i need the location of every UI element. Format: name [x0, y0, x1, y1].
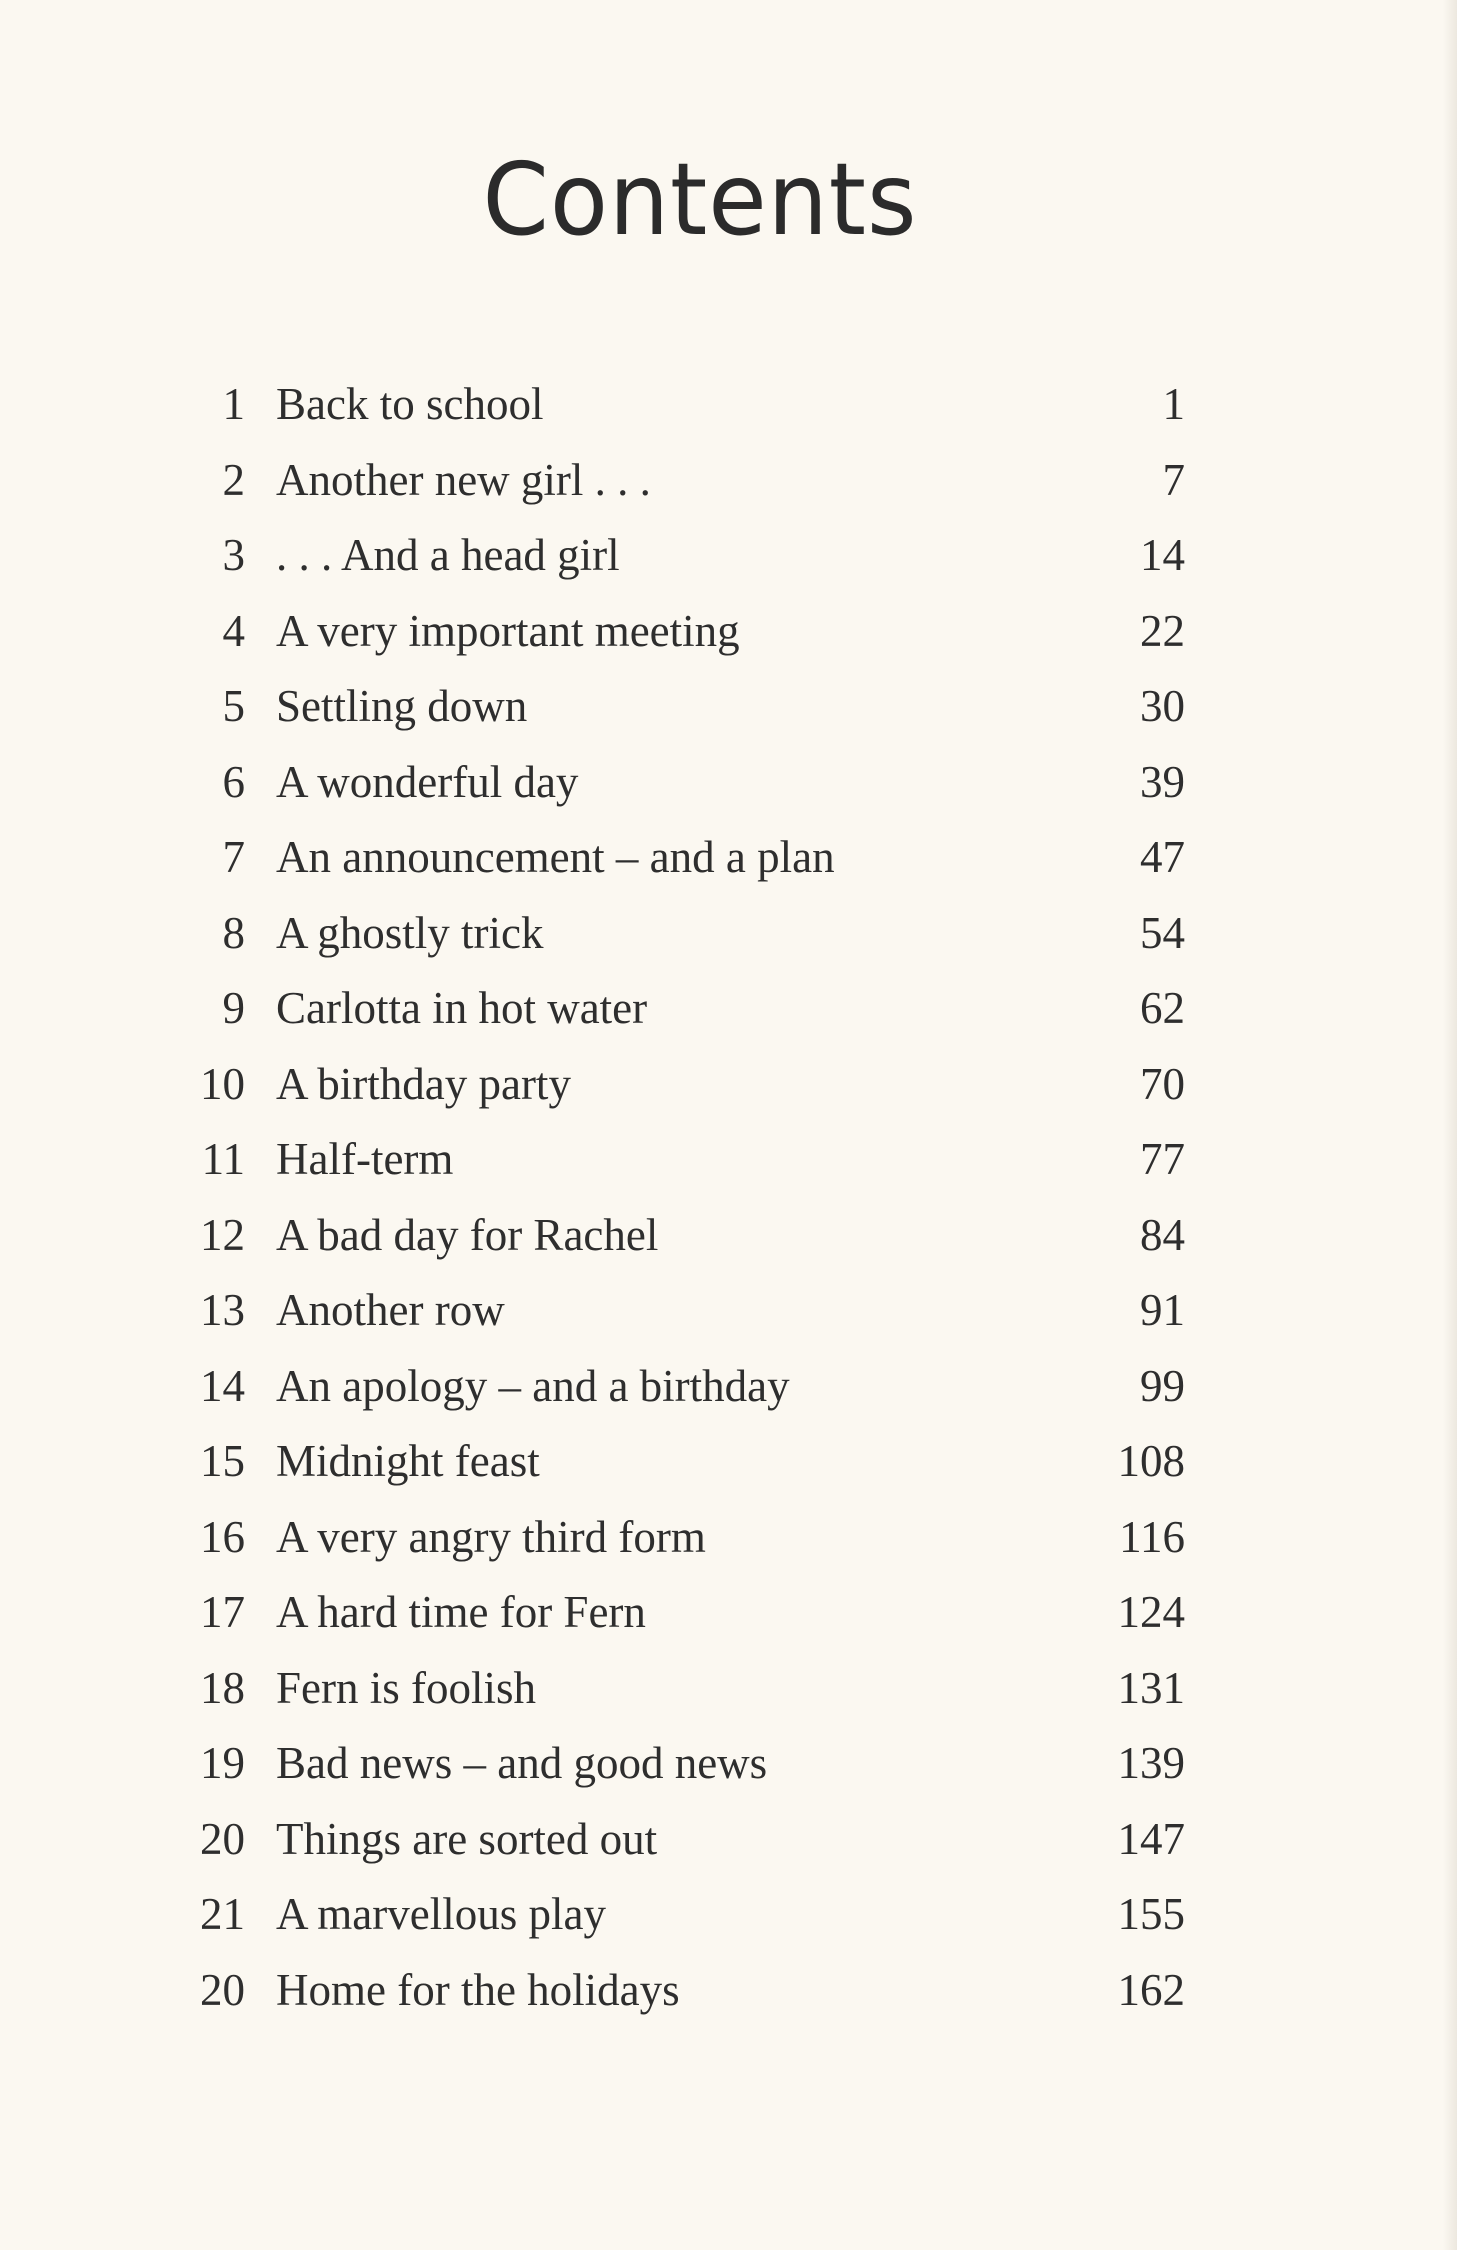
chapter-page-number: 124: [1117, 1587, 1185, 1637]
toc-entry: [0, 670, 1457, 746]
chapter-page-number: 155: [1117, 1889, 1185, 1939]
chapter-page-number: 162: [1117, 1964, 1185, 2015]
chapter-page-number: 84: [1140, 1209, 1185, 1260]
chapter-page-number: 39: [1140, 756, 1185, 807]
chapter-title: Half-term: [276, 1134, 454, 1184]
chapter-number: 11: [201, 1134, 245, 1184]
chapter-title: Another new girl . . .: [276, 454, 651, 505]
toc-entry: [0, 1350, 1457, 1426]
toc-entry: [0, 1954, 1457, 2030]
chapter-page-number: 108: [1117, 1436, 1185, 1486]
chapter-number: 18: [200, 1662, 245, 1713]
chapter-title: Midnight feast: [276, 1436, 540, 1486]
chapter-title: Another row: [276, 1285, 505, 1335]
toc-entry: [0, 1274, 1457, 1350]
toc-entry: [0, 519, 1457, 595]
toc-entry: [0, 1727, 1457, 1803]
chapter-number: 19: [200, 1738, 245, 1788]
chapter-title: A very angry third form: [276, 1511, 706, 1562]
chapter-page-number: 131: [1117, 1662, 1185, 1713]
toc-entry: [0, 897, 1457, 973]
page-title: Contents: [482, 141, 918, 258]
chapter-number: 1: [222, 379, 245, 429]
chapter-title: Carlotta in hot water: [276, 983, 648, 1033]
chapter-page-number: 139: [1117, 1738, 1185, 1788]
chapter-number: 3: [222, 530, 245, 580]
chapter-number: 14: [200, 1360, 245, 1411]
chapter-title: Home for the holidays: [276, 1964, 680, 2015]
table-of-contents: [0, 368, 1457, 2029]
toc-entry: [0, 746, 1457, 822]
chapter-page-number: 22: [1140, 605, 1185, 656]
chapter-page-number: 62: [1140, 983, 1185, 1033]
chapter-page-number: 54: [1140, 907, 1185, 958]
chapter-number: 10: [200, 1058, 245, 1109]
chapter-page-number: 14: [1140, 530, 1185, 580]
chapter-title: A marvellous play: [276, 1889, 606, 1939]
chapter-page-number: 47: [1140, 832, 1185, 882]
chapter-title: A bad day for Rachel: [276, 1209, 659, 1260]
toc-entry: [0, 821, 1457, 897]
toc-entry: [0, 368, 1457, 444]
chapter-number: 20: [200, 1813, 245, 1864]
chapter-number: 6: [222, 756, 245, 807]
chapter-page-number: 1: [1162, 379, 1185, 429]
chapter-page-number: 30: [1140, 681, 1185, 731]
toc-entry: [0, 1123, 1457, 1199]
chapter-title: Things are sorted out: [276, 1813, 658, 1864]
toc-entry: [0, 1652, 1457, 1728]
toc-entry: [0, 595, 1457, 671]
chapter-number: 21: [200, 1889, 245, 1939]
chapter-number: 9: [222, 983, 245, 1033]
chapter-number: 15: [200, 1436, 245, 1486]
toc-entry: [0, 1878, 1457, 1954]
toc-entry: [0, 444, 1457, 520]
chapter-page-number: 99: [1140, 1360, 1185, 1411]
chapter-page-number: 91: [1140, 1285, 1185, 1335]
chapter-number: 20: [200, 1964, 245, 2015]
toc-entry: [0, 972, 1457, 1048]
toc-entry: [0, 1501, 1457, 1577]
chapter-page-number: 77: [1140, 1134, 1185, 1184]
chapter-title: An announcement – and a plan: [276, 832, 835, 882]
chapter-title: A very important meeting: [276, 605, 740, 656]
chapter-title: An apology – and a birthday: [276, 1360, 790, 1411]
chapter-number: 17: [200, 1587, 245, 1637]
chapter-page-number: 116: [1119, 1511, 1185, 1562]
chapter-number: 8: [222, 907, 245, 958]
toc-entry: [0, 1199, 1457, 1275]
chapter-number: 5: [222, 681, 245, 731]
chapter-title: Bad news – and good news: [276, 1738, 768, 1788]
toc-entry: [0, 1425, 1457, 1501]
chapter-number: 13: [200, 1285, 245, 1335]
chapter-page-number: 7: [1162, 454, 1185, 505]
chapter-page-number: 147: [1117, 1813, 1185, 1864]
chapter-title: Fern is foolish: [276, 1662, 537, 1713]
toc-entry: [0, 1803, 1457, 1879]
chapter-number: 16: [200, 1511, 245, 1562]
chapter-title: A hard time for Fern: [276, 1587, 646, 1637]
toc-entry: [0, 1576, 1457, 1652]
chapter-page-number: 70: [1140, 1058, 1185, 1109]
chapter-number: 4: [222, 605, 245, 656]
chapter-title: Back to school: [276, 379, 544, 429]
chapter-number: 7: [222, 832, 245, 882]
chapter-title: A birthday party: [276, 1058, 571, 1109]
chapter-title: A wonderful day: [276, 756, 579, 807]
chapter-title: . . . And a head girl: [276, 530, 620, 580]
chapter-number: 12: [200, 1209, 245, 1260]
chapter-title: Settling down: [276, 681, 528, 731]
toc-entry: [0, 1048, 1457, 1124]
chapter-title: A ghostly trick: [276, 907, 544, 958]
chapter-number: 2: [222, 454, 245, 505]
